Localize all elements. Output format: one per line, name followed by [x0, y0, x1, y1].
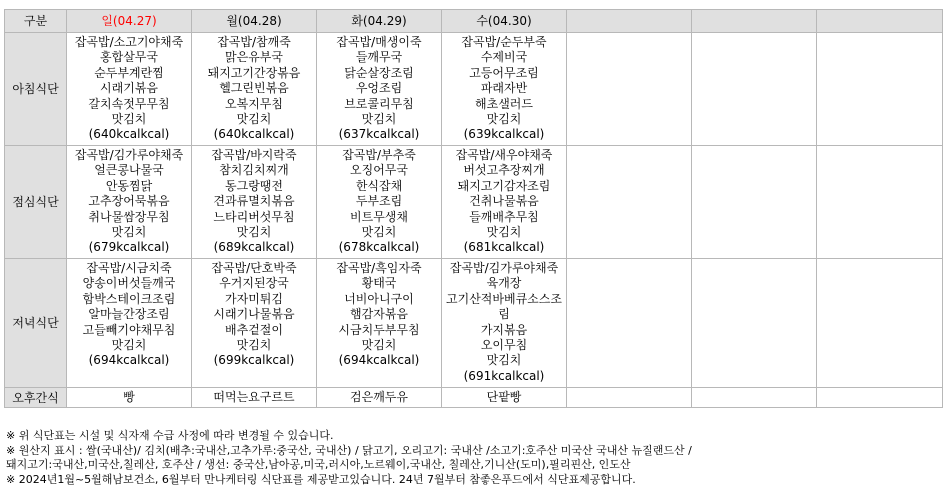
- menu-item: 들깨무국: [355, 50, 403, 65]
- menu-item: 함박스테이크조림: [82, 291, 176, 306]
- menu-item: 잡곡밥/흑임자죽: [336, 261, 422, 275]
- menu-list: [192, 259, 316, 369]
- menu-item: (640kcalkcal): [88, 127, 170, 142]
- menu-item: 잡곡밥/김가루야채죽: [74, 148, 184, 162]
- menu-item: 순두부계란찜: [94, 65, 164, 80]
- menu-list: [67, 259, 191, 369]
- menu-item: 우엉조림: [355, 81, 403, 96]
- menu-item: 잡곡밥/시금치죽: [86, 261, 172, 275]
- menu-item: 맛김치: [486, 111, 522, 126]
- note-line: ※ 위 식단표는 시설 및 식자재 수급 사정에 따라 변경될 수 있습니다.: [6, 429, 334, 442]
- menu-item: 들깨배추무침: [469, 209, 539, 224]
- menu-item: 림: [498, 307, 510, 322]
- meal-cell: 단팥빵: [442, 388, 567, 408]
- meal-cell: [817, 146, 943, 259]
- meal-cell: [692, 388, 817, 408]
- menu-item: 맛김치: [236, 111, 272, 126]
- menu-item: 오복지무침: [225, 96, 283, 111]
- menu-list: [192, 33, 316, 143]
- menu-item: 시래기볶음: [100, 81, 158, 96]
- dinner-row: [5, 259, 943, 388]
- menu-item: 고추장어묵볶음: [88, 194, 170, 209]
- meal-row-label: 저녁식단: [5, 259, 67, 388]
- menu-item: 맛김치: [361, 337, 397, 352]
- menu-item: 고들빼기야채무침: [82, 322, 176, 337]
- menu-item: 돼지고기간장볶음: [207, 65, 301, 80]
- menu-item: 맛김치: [236, 224, 272, 239]
- menu-list: [817, 259, 942, 261]
- menu-item: 느타리버섯무침: [213, 209, 295, 224]
- menu-item: 해초샐러드: [475, 96, 533, 111]
- menu-item: (689kcalkcal): [213, 240, 295, 255]
- menu-item: 맑은유부국: [225, 50, 283, 65]
- menu-item: 맛김치: [111, 224, 147, 239]
- menu-item: 헬그린빈볶음: [219, 81, 289, 96]
- menu-item: (678kcalkcal): [338, 240, 420, 255]
- meal-cell: [317, 146, 442, 259]
- header-row: [5, 10, 943, 33]
- menu-item: 햄감자볶음: [350, 307, 408, 322]
- note-line: ※ 2024년1월~5월해남보건소, 6월부터 만나케터링 식단표를 제공받고있습니다. 24년 7월부터 참좋은푸드에서 식단표제공합니다.: [6, 472, 636, 486]
- notes-section: [6, 429, 942, 487]
- menu-list: [442, 259, 566, 384]
- meal-cell: [567, 146, 692, 259]
- menu-item: 취나물쌈장무침: [88, 209, 170, 224]
- meal-cell: [192, 33, 317, 146]
- meal-cell: [692, 259, 817, 388]
- menu-item: 닭순살장조림: [344, 65, 414, 80]
- menu-list: [692, 33, 816, 35]
- menu-item: 건취나물볶음: [469, 194, 539, 209]
- menu-item: 알마늘간장조림: [88, 307, 170, 322]
- menu-item: 육개장: [486, 276, 522, 291]
- menu-item: 맛김치: [111, 337, 147, 352]
- meal-cell: [442, 146, 567, 259]
- menu-item: 두부조림: [355, 194, 403, 209]
- menu-item: 맛김치: [486, 224, 522, 239]
- day-header-wednesday: 수(04.30): [442, 10, 567, 33]
- menu-list: [692, 259, 816, 261]
- menu-item: 맛김치: [236, 337, 272, 352]
- meal-cell: [317, 33, 442, 146]
- menu-list: [317, 259, 441, 369]
- meal-cell: [192, 146, 317, 259]
- menu-item: 우거지된장국: [219, 276, 289, 291]
- menu-list: [317, 33, 441, 143]
- menu-item: 잡곡밥/소고기야채죽: [74, 35, 184, 49]
- corner-header: 구분: [5, 10, 67, 33]
- meal-cell: [817, 33, 943, 146]
- day-header-tuesday: 화(04.29): [317, 10, 442, 33]
- meal-row-label: 아침식단: [5, 33, 67, 146]
- menu-item: 오징어무국: [350, 163, 408, 178]
- note-line: 돼지고기:국내산,미국산,칠레산, 호주산 / 생선: 중국산,남아공,미국,러시아,노르웨이,국내산, 칠레산,기니산(도미),필리핀산, 인도산: [6, 458, 631, 472]
- menu-item: (691kcalkcal): [463, 368, 545, 383]
- menu-item: 맛김치: [361, 111, 397, 126]
- menu-item: 동그랑땡전: [225, 178, 283, 193]
- menu-item: 브로콜리무침: [344, 96, 414, 111]
- menu-item: 잡곡밥/단호박죽: [211, 261, 297, 275]
- menu-list: [317, 146, 441, 256]
- meal-cell: [567, 259, 692, 388]
- menu-item: 참치김치찌개: [219, 163, 289, 178]
- meal-row-label: 점심식단: [5, 146, 67, 259]
- menu-list: [67, 33, 191, 143]
- menu-item: 안동찜닭: [105, 178, 153, 193]
- menu-item: 고등어무조림: [469, 65, 539, 80]
- menu-item: 배추겉절이: [225, 322, 283, 337]
- menu-list: [692, 146, 816, 148]
- menu-item: 비트무생채: [350, 209, 408, 224]
- menu-item: 너비아니구이: [344, 291, 414, 306]
- day-header-empty: [692, 10, 817, 33]
- snack-row: [5, 388, 943, 408]
- menu-item: (681kcalkcal): [463, 240, 545, 255]
- menu-item: (694kcalkcal): [338, 353, 420, 368]
- menu-item: 잡곡밥/바지락죽: [211, 148, 297, 162]
- meal-cell: [817, 259, 943, 388]
- menu-list: [817, 33, 942, 35]
- meal-cell: 빵: [67, 388, 192, 408]
- meal-cell: [317, 259, 442, 388]
- meal-cell: [442, 259, 567, 388]
- meal-cell: [567, 388, 692, 408]
- menu-item: 갈치속젓무무침: [88, 96, 170, 111]
- menu-item: 시금치두부무침: [338, 322, 420, 337]
- meal-cell: [442, 33, 567, 146]
- menu-item: 홍합살무국: [100, 50, 158, 65]
- menu-item: 얼큰콩나물국: [94, 163, 164, 178]
- lunch-row: [5, 146, 943, 259]
- meal-cell: [692, 146, 817, 259]
- menu-item: 파래자반: [480, 81, 528, 96]
- menu-item: 견과류멸치볶음: [213, 194, 295, 209]
- menu-list: [567, 259, 691, 261]
- day-header-sunday: 일(04.27): [67, 10, 192, 33]
- note-line: ※ 원산지 표시 : 쌀(국내산)/ 김치(배추:국내산,고추가루:중국산, 국내산) / 닭고기, 오리고기: 국내산 /소고기:호주산 미국산 국내산 뉴질랜드산 /: [6, 443, 692, 457]
- menu-list: [817, 146, 942, 148]
- menu-item: (699kcalkcal): [213, 353, 295, 368]
- menu-item: 잡곡밥/부추죽: [342, 148, 416, 162]
- menu-item: (679kcalkcal): [88, 240, 170, 255]
- menu-item: 시래기나물볶음: [213, 307, 295, 322]
- menu-list: [567, 146, 691, 148]
- meal-cell: 떠먹는요구르트: [192, 388, 317, 408]
- meal-cell: 검은깨두유: [317, 388, 442, 408]
- day-header-empty: [567, 10, 692, 33]
- menu-item: 한식잡채: [355, 178, 403, 193]
- menu-item: 잡곡밥/김가루야채죽: [449, 261, 559, 275]
- menu-item: 고기산적바베큐소스조: [446, 291, 562, 306]
- day-header-empty: [817, 10, 943, 33]
- breakfast-row: [5, 33, 943, 146]
- menu-list: [442, 146, 566, 256]
- menu-item: 맛김치: [111, 111, 147, 126]
- menu-item: (640kcalkcal): [213, 127, 295, 142]
- menu-item: 잡곡밥/참깨죽: [217, 35, 291, 49]
- meal-cell: [67, 33, 192, 146]
- meal-cell: [817, 388, 943, 408]
- menu-item: 가자미튀김: [225, 291, 283, 306]
- menu-item: 가지볶음: [480, 322, 528, 337]
- menu-item: (637kcalkcal): [338, 127, 420, 142]
- menu-item: 잡곡밥/순두부죽: [461, 35, 547, 49]
- meal-cell: [567, 33, 692, 146]
- menu-item: 맛김치: [486, 353, 522, 368]
- menu-item: 잡곡밥/매생이죽: [336, 35, 422, 49]
- meal-cell: [192, 259, 317, 388]
- meal-cell: [692, 33, 817, 146]
- meal-row-label: 오후간식: [5, 388, 67, 408]
- menu-list: [67, 146, 191, 256]
- menu-list: [192, 146, 316, 256]
- menu-item: 오이무침: [480, 337, 528, 352]
- menu-list: [442, 33, 566, 143]
- menu-list: [567, 33, 691, 35]
- menu-item: 맛김치: [361, 224, 397, 239]
- menu-item: (639kcalkcal): [463, 127, 545, 142]
- menu-item: 버섯고추장찌개: [463, 163, 545, 178]
- meal-cell: [67, 146, 192, 259]
- menu-item: 양송이버섯들깨국: [82, 276, 176, 291]
- weekly-meal-table: [4, 9, 943, 408]
- menu-item: 돼지고기감자조림: [457, 178, 551, 193]
- menu-item: 수제비국: [480, 50, 528, 65]
- menu-item: (694kcalkcal): [88, 353, 170, 368]
- menu-item: 잡곡밥/새우야채죽: [455, 148, 553, 162]
- day-header-monday: 월(04.28): [192, 10, 317, 33]
- meal-cell: [67, 259, 192, 388]
- menu-item: 황태국: [361, 276, 397, 291]
